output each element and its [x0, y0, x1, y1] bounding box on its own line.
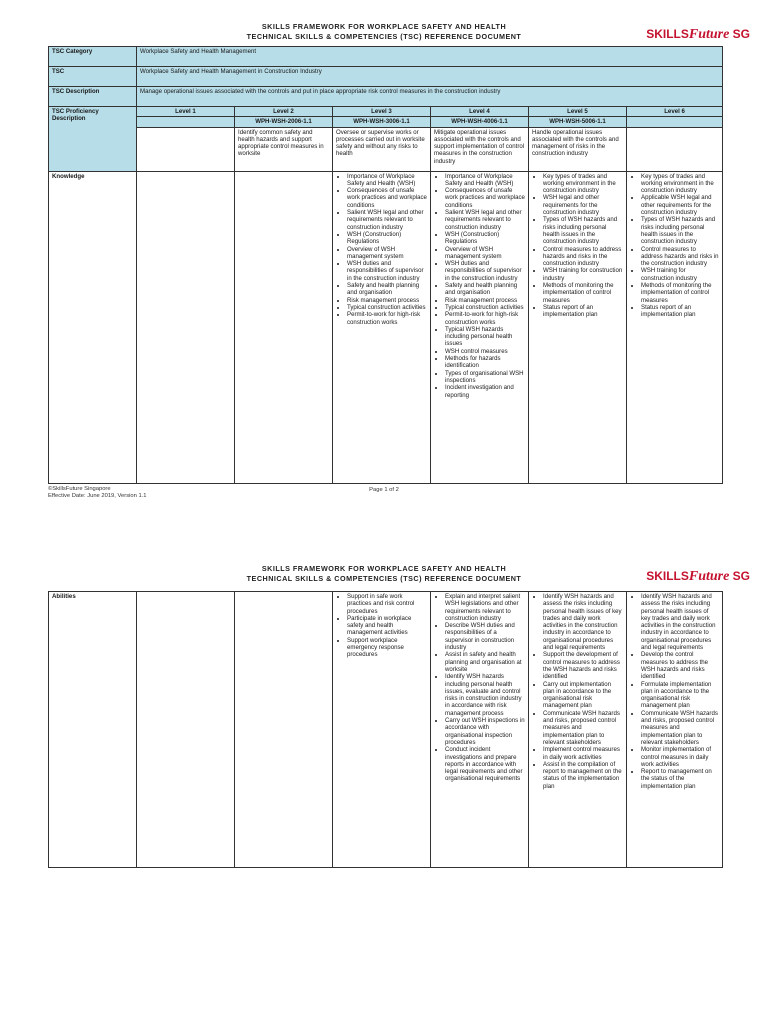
list-item: • Typical WSH hazards including personal health issues — [445, 326, 525, 348]
level-5-code: WPH-WSH-5006-1.1 — [529, 117, 627, 127]
list-item: • WSH (Construction) Regulations — [445, 231, 525, 246]
knowledge-list — [532, 173, 623, 319]
list-item: • Incident investigation and reporting — [445, 384, 525, 399]
list-item: • Implement control measures in daily work activities — [543, 746, 623, 761]
list-item: • Safety and health planning and organisation — [445, 282, 525, 297]
abilities-cell — [627, 592, 723, 868]
proficiency-label: TSC Proficiency Description — [49, 107, 137, 172]
tsc-category-row — [49, 47, 723, 67]
tsc-category-value: Workplace Safety and Health Management — [137, 47, 723, 67]
list-item: • Control measures to address hazards and risks in the construction industry — [641, 246, 719, 268]
knowledge-cell — [333, 171, 431, 483]
abilities-cell — [235, 592, 333, 868]
abilities-list — [532, 593, 623, 790]
level-2-proficiency: Identify common safety and health hazards and support appropriate control measures in worksite — [235, 127, 333, 171]
knowledge-list — [434, 173, 525, 399]
list-item: • Support in safe work practices and risk control procedures — [347, 593, 427, 615]
abilities-list — [336, 593, 427, 659]
list-item: • Communicate WSH hazards and risks, proposed control measures and implementation plan to relevant stakeholders — [641, 710, 719, 746]
list-item: • Permit-to-work for high-risk construction works — [347, 311, 427, 326]
list-item: • WSH duties and responsibilities of supervisor in the construction industry — [445, 260, 525, 282]
level-1-header: Level 1 — [137, 107, 235, 117]
skillsfuture-logo: SKILLSFuture SG — [646, 27, 750, 42]
list-item: • Identify WSH hazards including personal health issues, evaluate and control risks in construction industry in accordance with risk management process — [445, 673, 525, 717]
list-item: • Typical construction activities — [347, 304, 427, 311]
list-item: • Overview of WSH management system — [445, 246, 525, 261]
header-line-1: SKILLS FRAMEWORK FOR WORKPLACE SAFETY AND HEALTH — [261, 564, 507, 573]
tsc-description-value: Manage operational issues associated with the controls and put in place appropriate risk control measures in the construction industry — [137, 87, 723, 107]
list-item: • Carry out implementation plan in accordance to the organisational risk management plan — [543, 681, 623, 710]
header-line-2: TECHNICAL SKILLS & COMPETENCIES (TSC) REFERENCE DOCUMENT — [246, 32, 522, 41]
header-line-1: SKILLS FRAMEWORK FOR WORKPLACE SAFETY AND HEALTH — [261, 22, 507, 31]
proficiency-row — [49, 127, 723, 171]
level-4-code: WPH-WSH-4006-1.1 — [431, 117, 529, 127]
list-item: • Methods for hazards identification — [445, 355, 525, 370]
list-item: • Key types of trades and working environment in the construction industry — [543, 173, 623, 195]
list-item: • Applicable WSH legal and other requirements for the construction industry — [641, 194, 719, 216]
list-item: • Communicate WSH hazards and risks, proposed control measures and implementation plan to relevant stakeholders — [543, 710, 623, 746]
knowledge-row — [49, 171, 723, 483]
level-1-proficiency — [137, 127, 235, 171]
code-row — [49, 117, 723, 127]
knowledge-cell — [235, 171, 333, 483]
list-item: • Status report of an implementation plan — [543, 304, 623, 319]
tsc-table-page-2 — [48, 591, 723, 868]
list-item: • Monitor implementation of control measures in daily work activities — [641, 746, 719, 768]
list-item: • Safety and health planning and organisation — [347, 282, 427, 297]
list-item: • Develop the control measures to address the WSH hazards and risks identified — [641, 651, 719, 680]
level-3-header: Level 3 — [333, 107, 431, 117]
list-item: • Importance of Workplace Safety and Health (WSH) — [445, 173, 525, 188]
list-item: • Key types of trades and working environment in the construction industry — [641, 173, 719, 195]
page-number: Page 1 of 2 — [369, 487, 399, 493]
level-header-row — [49, 107, 723, 117]
list-item: • Describe WSH duties and responsibilities of a supervisor in construction industry — [445, 622, 525, 651]
abilities-cell — [529, 592, 627, 868]
list-item: • Types of WSH hazards and risks including personal health issues in the construction industry — [641, 216, 719, 245]
list-item: • Risk management process — [445, 297, 525, 304]
knowledge-cell — [529, 171, 627, 483]
document-page-1 — [0, 0, 768, 500]
list-item: • Salient WSH legal and other requirements relevant to construction industry — [347, 209, 427, 231]
abilities-label: Abilities — [49, 592, 137, 868]
tsc-row — [49, 67, 723, 87]
level-2-code: WPH-WSH-2006-1.1 — [235, 117, 333, 127]
list-item: • WSH training for construction industry — [641, 267, 719, 282]
list-item: • Support workplace emergency response procedures — [347, 637, 427, 659]
knowledge-cell — [431, 171, 529, 483]
knowledge-cell — [627, 171, 723, 483]
abilities-row — [49, 592, 723, 868]
document-page-2 — [0, 548, 768, 1024]
tsc-description-row — [49, 87, 723, 107]
list-item: • Permit-to-work for high-risk construction works — [445, 311, 525, 326]
list-item: • Assist in the compilation of report to management on the status of the implementation plan — [543, 761, 623, 790]
list-item: • Importance of Workplace Safety and Health (WSH) — [347, 173, 427, 188]
level-6-proficiency — [627, 127, 723, 171]
level-6-code — [627, 117, 723, 127]
list-item: • Support the development of control measures to address the WSH hazards and risks identified — [543, 651, 623, 680]
list-item: • Risk management process — [347, 297, 427, 304]
list-item: • Methods of monitoring the implementation of control measures — [641, 282, 719, 304]
list-item: • Identify WSH hazards and assess the risks including personal health issues of key trades and daily work activities in the construction industry in accordance to organisational procedures and legal requirements — [641, 593, 719, 651]
list-item: • Consequences of unsafe work practices and workplace conditions — [445, 187, 525, 209]
effective-date-text: Effective Date: June 2019, Version 1.1 — [48, 493, 147, 499]
list-item: • Carry out WSH inspections in accordance with organisational inspection procedures — [445, 717, 525, 746]
level-1-code — [137, 117, 235, 127]
knowledge-list — [630, 173, 719, 319]
list-item: • Typical construction activities — [445, 304, 525, 311]
level-3-proficiency: Oversee or supervise works or processes carried out in worksite safety and without any risks to health — [333, 127, 431, 171]
list-item: • WSH duties and responsibilities of supervisor in the construction industry — [347, 260, 427, 282]
list-item: • WSH control measures — [445, 348, 525, 355]
level-2-header: Level 2 — [235, 107, 333, 117]
list-item: • Formulate implementation plan in accordance to the organisational risk management plan — [641, 681, 719, 710]
tsc-table-page-1 — [48, 46, 723, 484]
level-3-code: WPH-WSH-3006-1.1 — [333, 117, 431, 127]
tsc-category-label: TSC Category — [49, 47, 137, 67]
list-item: • Methods of monitoring the implementation of control measures — [543, 282, 623, 304]
list-item: • Types of WSH hazards and risks including personal health issues in the construction industry — [543, 216, 623, 245]
list-item: • Explain and interpret salient WSH legislations and other requirements relevant to construction industry — [445, 593, 525, 622]
list-item: • Consequences of unsafe work practices and workplace conditions — [347, 187, 427, 209]
abilities-cell — [431, 592, 529, 868]
abilities-cell — [137, 592, 235, 868]
knowledge-label: Knowledge — [49, 171, 137, 483]
list-item: • Assist in safety and health planning and organisation at worksite — [445, 651, 525, 673]
list-item: • WSH training for construction industry — [543, 267, 623, 282]
header-line-2: TECHNICAL SKILLS & COMPETENCIES (TSC) REFERENCE DOCUMENT — [246, 574, 522, 583]
level-5-header: Level 5 — [529, 107, 627, 117]
skillsfuture-logo: SKILLSFuture SG — [646, 569, 750, 584]
list-item: • Report to management on the status of the implementation plan — [641, 768, 719, 790]
list-item: • Status report of an implementation plan — [641, 304, 719, 319]
abilities-list — [434, 593, 525, 783]
abilities-list — [630, 593, 719, 790]
knowledge-cell — [137, 171, 235, 483]
copyright-text: ©SkillsFuture Singapore — [48, 486, 111, 492]
list-item: • Overview of WSH management system — [347, 246, 427, 261]
list-item: • WSH legal and other requirements for the construction industry — [543, 194, 623, 216]
tsc-value: Workplace Safety and Health Management in Construction Industry — [137, 67, 723, 87]
level-4-proficiency: Mitigate operational issues associated with the controls and support implementation of control measures in the construction industry — [431, 127, 529, 171]
knowledge-list — [336, 173, 427, 326]
list-item: • Control measures to address hazards and risks in the construction industry — [543, 246, 623, 268]
list-item: • Identify WSH hazards and assess the risks including personal health issues of key trades and daily work activities in the construction industry in accordance to organisational procedures and legal requirements — [543, 593, 623, 651]
list-item: • Salient WSH legal and other requirements relevant to construction industry — [445, 209, 525, 231]
tsc-label: TSC — [49, 67, 137, 87]
list-item: • Conduct incident investigations and prepare reports in accordance with legal requirements and other organisational requirements — [445, 746, 525, 782]
list-item: • Participate in workplace safety and health management activities — [347, 615, 427, 637]
level-6-header: Level 6 — [627, 107, 723, 117]
list-item: • Types of organisational WSH inspections — [445, 370, 525, 385]
list-item: • WSH (Construction) Regulations — [347, 231, 427, 246]
abilities-cell — [333, 592, 431, 868]
tsc-description-label: TSC Description — [49, 87, 137, 107]
level-4-header: Level 4 — [431, 107, 529, 117]
level-5-proficiency: Handle operational issues associated with the controls and management of risks in the construction industry — [529, 127, 627, 171]
